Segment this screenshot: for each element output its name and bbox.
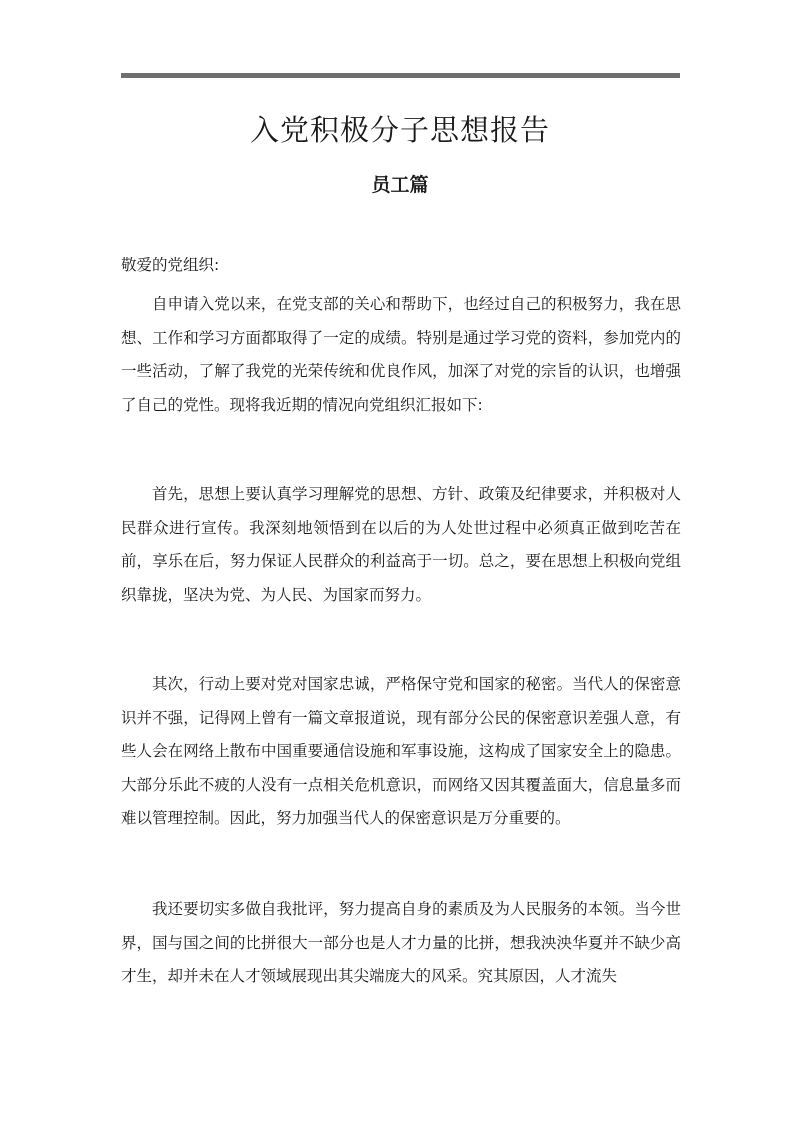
document-subtitle: 员工篇 [371,174,429,196]
header-rule [121,73,680,78]
body-paragraph-4: 我还要切实多做自我批评，努力提高自身的素质及为人民服务的本领。当今世界，国与国之间的比拼很大一部分也是人才力量的比拼，想我泱泱华夏并不缺少高才生，却并未在人才领域展现出其尖端庞大的风采。究其原因，人才流失 [121,900,681,985]
document-title: 入党积极分子思想报告 [249,113,550,147]
body-paragraph-2: 首先，思想上要认真学习理解党的思想、方针、政策及纪律要求，并积极对人民群众进行宣传。我深刻地领悟到在以后的为人处世过程中必须真正做到吃苦在前，享乐在后，努力保证人民群众的利益高于一切。总之，要在思想上积极向党组织靠拢，坚决为党、为人民、为国家而努力。 [121,485,681,604]
body-paragraph-3: 其次，行动上要对党对国家忠诚，严格保守党和国家的秘密。当代人的保密意识并不强，记得网上曾有一篇文章报道说，现有部分公民的保密意识差强人意，有些人会在网络上散布中国重要通信设施和军事设施，这构成了国家安全上的隐患。大部分乐此不疲的人没有一点相关危机意识，而网络又因其覆盖面大，信息量多而难以管理控制。因此，努力加强当代人的保密意识是万分重要的。 [121,675,681,827]
salutation: 敬爱的党组织: [121,256,220,274]
body-paragraph-1: 自申请入党以来，在党支部的关心和帮助下，也经过自己的积极努力，我在思想、工作和学习方面都取得了一定的成绩。特别是通过学习党的资料，参加党内的一些活动，了解了我党的光荣传统和优良作风，加深了对党的宗旨的认识，也增强了自己的党性。现将我近期的情况向党组织汇报如下: [121,295,681,414]
